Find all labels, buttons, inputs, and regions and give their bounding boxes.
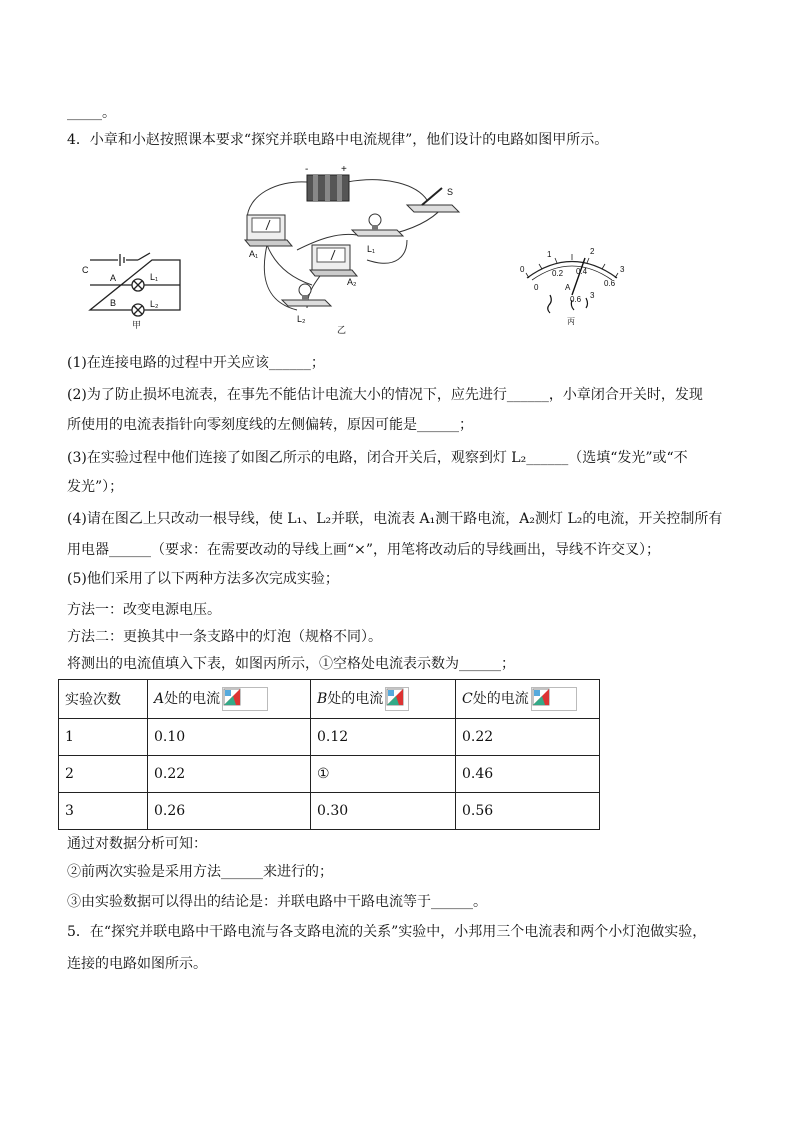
label-c: C xyxy=(82,265,89,275)
ammeter-a1 xyxy=(245,215,292,246)
header-b: B处的电流 xyxy=(311,680,456,719)
q4-part5: (5)他们采用了以下两种方法多次完成实验； xyxy=(67,571,339,587)
cell-b: 0.12 xyxy=(311,719,456,756)
label-minus: - xyxy=(305,164,309,175)
dial-top-2: 2 xyxy=(590,247,595,256)
q4-stem: 4．小章和小赵按照课本要求“探究并联电路中电流规律”，他们设计的电路如图甲所示。 xyxy=(67,132,609,148)
figure-yi-wiring xyxy=(237,160,467,335)
label-a: A xyxy=(110,273,117,283)
label-plus: + xyxy=(341,164,347,175)
dial-top-0: 0 xyxy=(520,265,525,274)
dial-top-3: 3 xyxy=(620,265,625,274)
dial-scale-0: 0 xyxy=(534,283,539,292)
method-one: 方法一：改变电源电压。 xyxy=(67,602,221,618)
label-l1: L₁ xyxy=(150,272,159,282)
figure-bing-ammeter-dial xyxy=(512,240,632,330)
current-table xyxy=(58,679,600,830)
label-b: B xyxy=(110,298,117,308)
image-placeholder-icon xyxy=(222,687,268,711)
q4-part4-line1: (4)请在图乙上只改动一根导线，使 L₁、L₂并联，电流表 A₁测干路电流，A₂测灯 L₂的电流，开关控制所有 xyxy=(67,511,723,527)
method-two: 方法二：更换其中一条支路中的灯泡（规格不同）。 xyxy=(67,629,382,645)
cell-c: 0.22 xyxy=(456,719,600,756)
table-intro: 将测出的电流值填入下表，如图丙所示，①空格处电流表示数为______； xyxy=(67,656,515,672)
q4-part4-line2: 用电器______（要求：在需要改动的导线上画“×”，用笔将改动后的导线画出，导线不许交叉）； xyxy=(67,542,661,558)
analysis-intro: 通过对数据分析可知： xyxy=(67,836,207,852)
cell-a: 0.22 xyxy=(148,756,311,793)
bulb-l2 xyxy=(282,284,331,306)
cell-c: 0.56 xyxy=(456,793,600,830)
dial-top-1: 1 xyxy=(547,250,552,259)
figure-jia-circuit xyxy=(80,240,200,330)
cell-trial: 1 xyxy=(59,719,148,756)
q4-part2-line2: 所使用的电流表指针向零刻度线的左侧偏转，原因可能是______； xyxy=(67,417,473,433)
caption-jia: 甲 xyxy=(132,320,142,330)
cell-trial: 3 xyxy=(59,793,148,830)
ammeter-a2 xyxy=(310,245,357,276)
label-l2-yi: L₂ xyxy=(297,314,306,324)
dial-scale-02: 0.2 xyxy=(552,269,564,278)
label-s: S xyxy=(447,187,454,197)
label-l2: L₂ xyxy=(150,299,159,309)
q4-part3-line1: (3)在实验过程中他们连接了如图乙所示的电路，闭合开关后，观察到灯 L₂______（选填“发光”或“不 xyxy=(67,450,688,466)
image-placeholder-icon xyxy=(531,687,577,711)
q4-part3-line2: 发光”）； xyxy=(67,479,124,495)
caption-bing: 丙 xyxy=(567,317,575,326)
table-header-row xyxy=(59,680,600,719)
bulb-l1 xyxy=(352,214,403,236)
battery-pack xyxy=(307,175,349,201)
top-blank: _____。 xyxy=(67,105,116,121)
image-placeholder-icon xyxy=(385,687,409,711)
q4-part5-sub2: ②前两次实验是采用方法______来进行的； xyxy=(67,864,333,880)
cell-b: 0.30 xyxy=(311,793,456,830)
cell-c: 0.46 xyxy=(456,756,600,793)
caption-yi: 乙 xyxy=(337,325,347,335)
label-l1-yi: L₁ xyxy=(367,244,376,254)
q4-part1: (1)在连接电路的过程中开关应该______； xyxy=(67,355,325,371)
header-c: C处的电流 xyxy=(456,680,600,719)
cell-trial: 2 xyxy=(59,756,148,793)
table-row xyxy=(59,719,600,756)
label-a1: A₁ xyxy=(249,249,259,259)
header-trial: 实验次数 xyxy=(59,680,148,719)
q4-part2-line1: (2)为了防止损坏电流表，在事先不能估计电流大小的情况下，应先进行______，小章闭合开关时，发现 xyxy=(67,387,703,403)
cell-a: 0.26 xyxy=(148,793,311,830)
dial-scale-04: 0.4 xyxy=(576,267,588,276)
header-a: A处的电流 xyxy=(148,680,311,719)
table-row xyxy=(59,793,600,830)
terminal-06: 0.6 xyxy=(570,295,582,304)
label-a2: A₂ xyxy=(347,277,357,287)
terminal-a: A xyxy=(565,283,571,292)
terminal-3: 3 xyxy=(590,291,595,300)
dial-scale-06: 0.6 xyxy=(604,279,616,288)
q5-stem-line1: 5．在“探究并联电路中干路电流与各支路电流的关系”实验中，小邦用三个电流表和两个小灯泡做实验， xyxy=(67,924,707,940)
dial-needle xyxy=(572,258,585,295)
cell-b: ① xyxy=(311,756,456,793)
q5-stem-line2: 连接的电路如图所示。 xyxy=(67,956,207,972)
table-row xyxy=(59,756,600,793)
q4-part5-sub3: ③由实验数据可以得出的结论是：并联电路中干路电流等于______。 xyxy=(67,894,487,910)
cell-a: 0.10 xyxy=(148,719,311,756)
